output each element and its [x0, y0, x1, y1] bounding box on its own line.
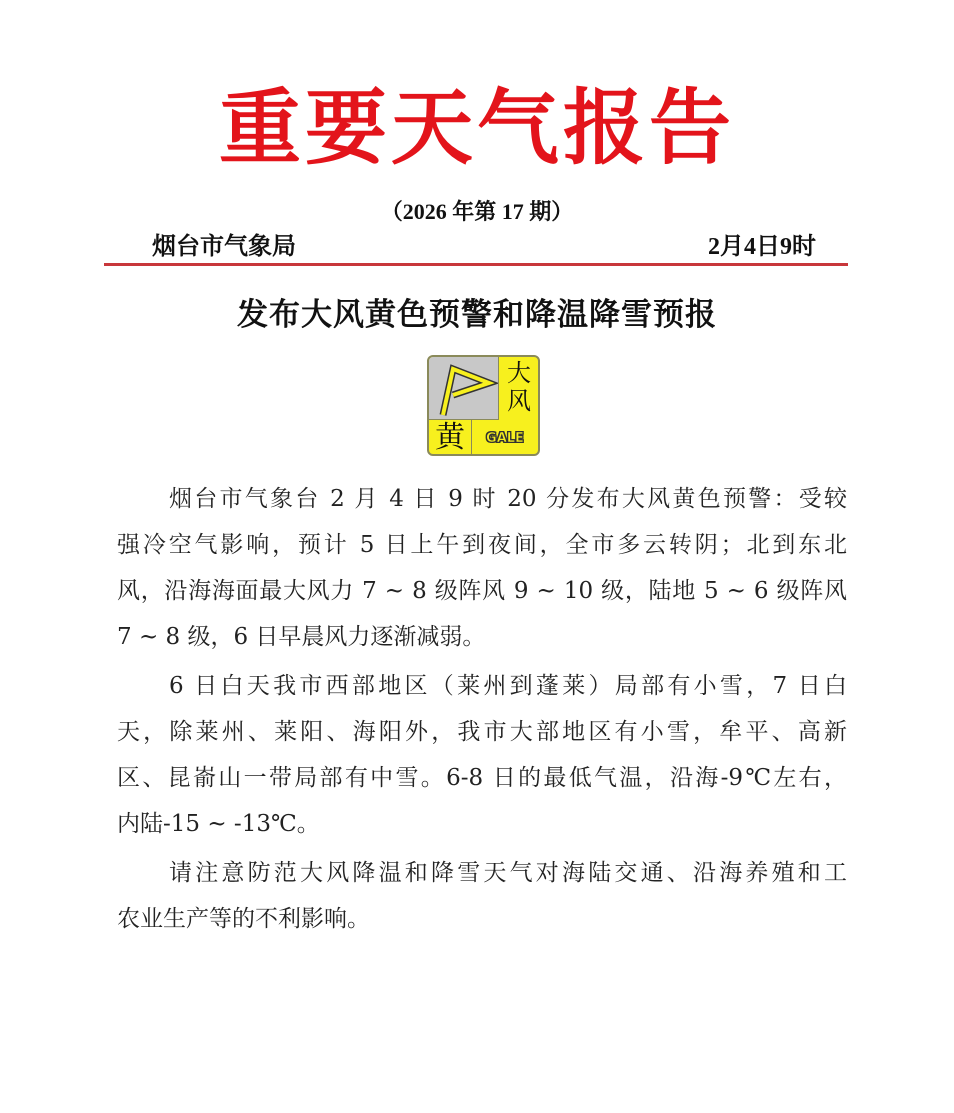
paragraph-precautions — [117, 850, 847, 942]
body-line: 区、昆嵛山一带局部有中雪。6-8 日的最低气温，沿海-9℃左右， — [117, 765, 847, 791]
body-line: 风，沿海海面最大风力 7 ~ 8 级阵风 9 ~ 10 级，陆地 5 ~ 6 级阵风 — [117, 578, 847, 604]
paragraph-snow-forecast — [117, 663, 847, 847]
gale-char-feng: 风 — [507, 387, 531, 415]
issuing-agency: 烟台市气象局 — [152, 234, 296, 260]
body-line: 内陆-15 ~ -13℃。 — [117, 811, 320, 837]
body-line: 烟台市气象台 2 月 4 日 9 时 20 分发布大风黄色预警：受较 — [169, 486, 847, 512]
gale-yellow-warning-icon — [427, 355, 540, 456]
paragraph-gale-warning — [117, 476, 847, 660]
issue-number: （2026 年第 17 期） — [380, 199, 574, 224]
report-masthead-title: 重要天气报告 — [218, 80, 735, 176]
body-line: 7 ~ 8 级，6 日早晨风力逐渐减弱。 — [117, 624, 486, 650]
red-divider-rule — [104, 263, 848, 266]
body-line: 天，除莱州、莱阳、海阳外，我市大部地区有小雪，牟平、高新 — [117, 719, 847, 745]
report-body — [117, 476, 847, 945]
gale-english-label: GALE — [486, 431, 524, 446]
warning-level-yellow: 黄 — [435, 420, 465, 455]
issue-date: 2月4日9时 — [708, 234, 816, 260]
body-line: 强冷空气影响，预计 5 日上午到夜间，全市多云转阴；北到东北 — [117, 532, 847, 558]
body-line: 请注意防范大风降温和降雪天气对海陆交通、沿海养殖和工 — [169, 860, 847, 886]
body-line: 6 日白天我市西部地区（莱州到蓬莱）局部有小雪，7 日白 — [169, 673, 847, 699]
body-line: 农业生产等的不利影响。 — [117, 906, 370, 932]
level-cell — [429, 419, 472, 456]
gale-char-da: 大 — [507, 359, 531, 387]
flag-cell — [429, 357, 499, 420]
wind-flag-icon — [429, 357, 498, 419]
report-headline: 发布大风黄色预警和降温降雪预报 — [237, 297, 717, 333]
